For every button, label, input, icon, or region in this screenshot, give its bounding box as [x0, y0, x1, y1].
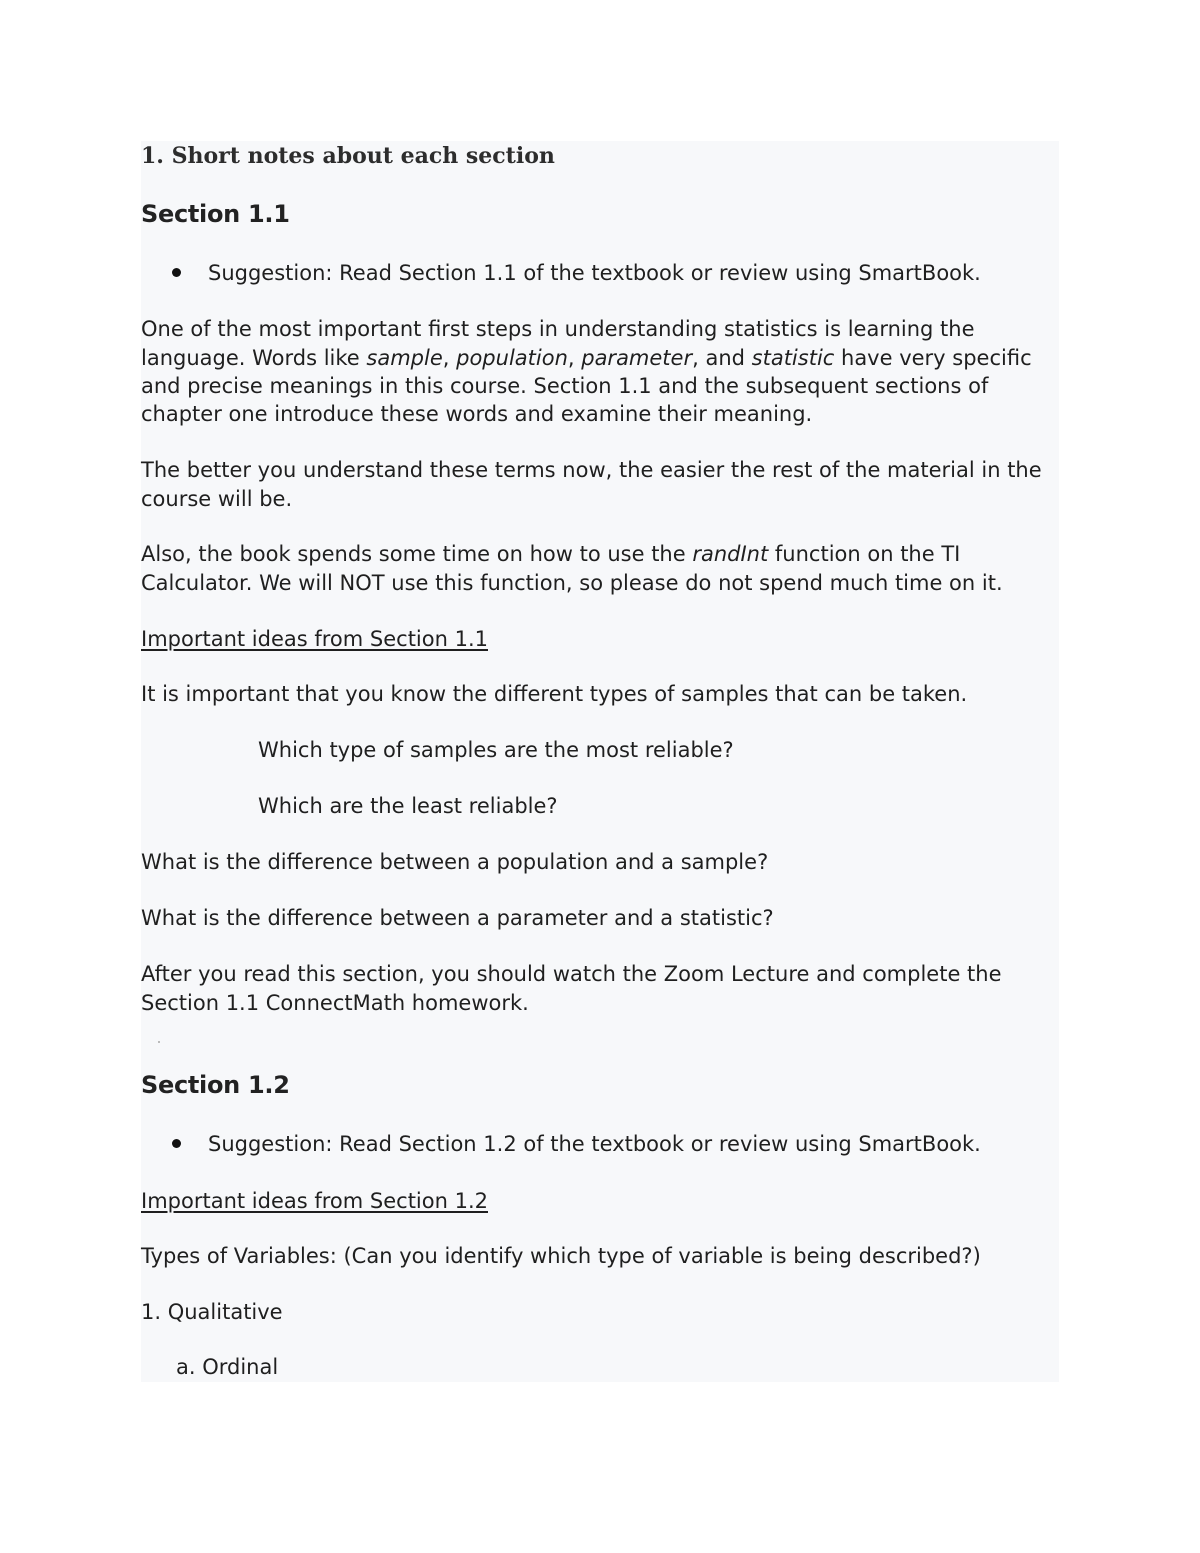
question-least-reliable: Which are the least reliable?: [258, 794, 558, 818]
para1-line2: [141, 344, 1032, 373]
para1-text: language. Words like: [141, 346, 367, 370]
samples-intro: It is important that you know the different types of samples that can be taken.: [141, 682, 968, 706]
para2-line1: The better you understand these terms now, the easier the rest of the material in the: [141, 458, 1042, 482]
list-item-ordinal: a. Ordinal: [176, 1355, 279, 1379]
suggestion-text: Suggestion: Read Section 1.1 of the textbook or review using SmartBook.: [208, 261, 981, 285]
term-randint: randInt: [692, 542, 769, 566]
para1-sep: ,: [442, 346, 457, 370]
variables-intro: Types of Variables: (Can you identify which type of variable is being described?): [141, 1244, 981, 1268]
section-1-2-suggestion: [172, 1130, 981, 1159]
para1-sep: ,: [567, 346, 582, 370]
para1-sep: , and: [692, 346, 752, 370]
para1-line1: One of the most important first steps in understanding statistics is learning the: [141, 317, 975, 341]
after-reading-line2: Section 1.1 ConnectMath homework.: [141, 991, 529, 1015]
section-1-1-heading: Section 1.1: [141, 200, 290, 228]
important-ideas-1-2: Important ideas from Section 1.2: [141, 1189, 488, 1213]
section-1-2-heading: Section 1.2: [141, 1071, 290, 1099]
question-population-sample: What is the difference between a population and a sample?: [141, 850, 769, 874]
section-1-1-suggestion: [172, 259, 981, 288]
para3-line1: [141, 540, 960, 569]
stray-dot: [158, 1041, 160, 1043]
para1-line3: and precise meanings in this course. Section 1.1 and the subsequent sections of: [141, 374, 989, 398]
page-heading: 1. Short notes about each section: [141, 143, 555, 169]
para3-text: Also, the book spends some time on how to use the: [141, 542, 693, 566]
question-parameter-statistic: What is the difference between a parameter and a statistic?: [141, 906, 774, 930]
term-statistic: statistic: [751, 346, 835, 370]
para3-line2: Calculator. We will NOT use this function, so please do not spend much time on it.: [141, 571, 1003, 595]
para1-line4: chapter one introduce these words and examine their meaning.: [141, 402, 813, 426]
question-most-reliable: Which type of samples are the most reliable?: [258, 738, 734, 762]
para3-text: function on the TI: [768, 542, 961, 566]
para1-text: have very specific: [834, 346, 1032, 370]
after-reading-line1: After you read this section, you should watch the Zoom Lecture and complete the: [141, 962, 1002, 986]
term-population: population: [456, 346, 568, 370]
bullet-icon: [172, 268, 181, 277]
term-sample: sample: [366, 346, 443, 370]
list-item-qualitative: 1. Qualitative: [141, 1300, 283, 1324]
bullet-icon: [172, 1139, 181, 1148]
para2-line2: course will be.: [141, 487, 293, 511]
important-ideas-1-1: Important ideas from Section 1.1: [141, 627, 488, 651]
term-parameter: parameter: [581, 346, 693, 370]
suggestion-text: Suggestion: Read Section 1.2 of the textbook or review using SmartBook.: [208, 1132, 981, 1156]
